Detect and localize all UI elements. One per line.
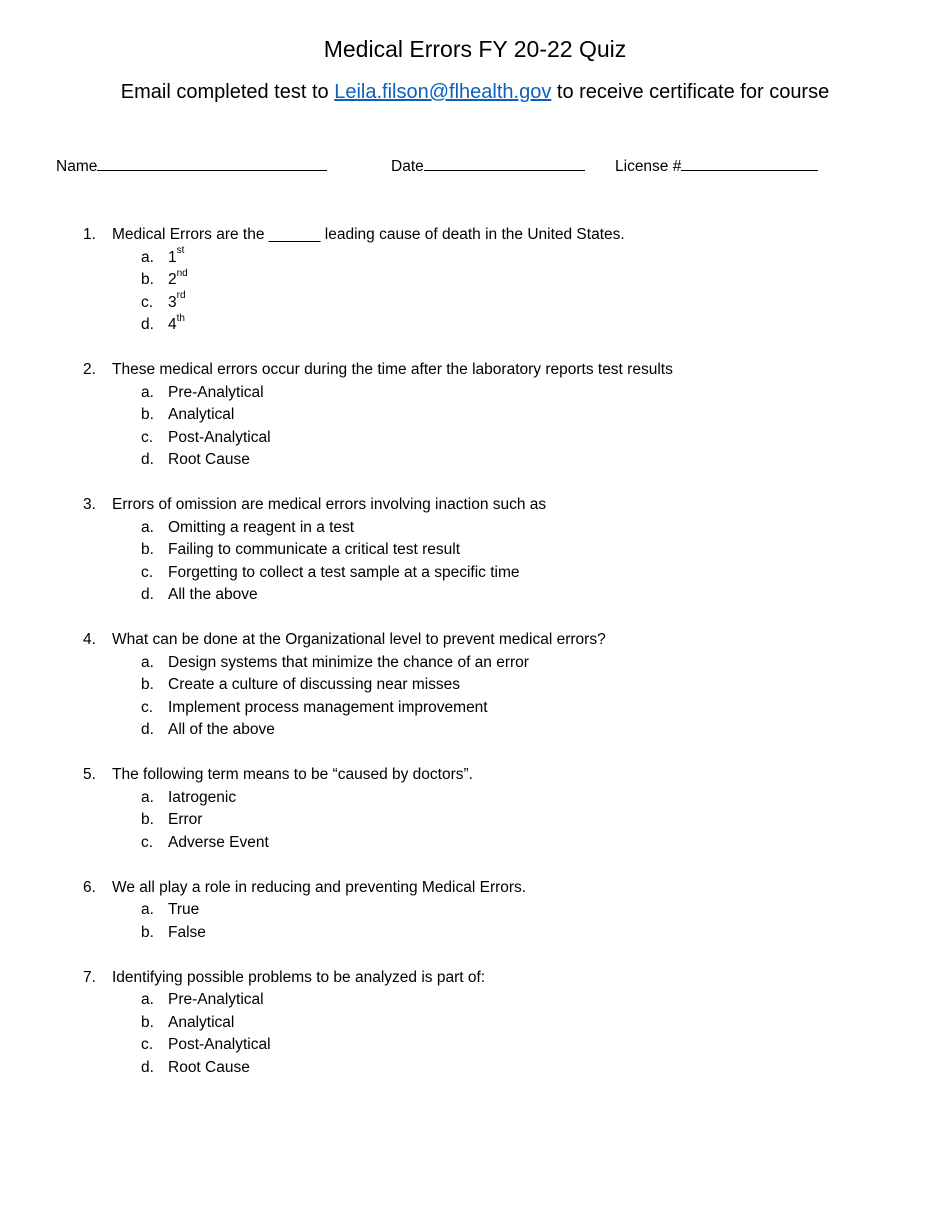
question-line bbox=[0, 224, 950, 247]
email-link[interactable]: Leila.filson@flhealth.gov bbox=[334, 81, 552, 103]
option-main: Failing to communicate a critical test result bbox=[168, 541, 461, 558]
answer-option[interactable] bbox=[0, 269, 950, 292]
question-2 bbox=[0, 359, 950, 472]
question-line bbox=[0, 877, 950, 900]
option-main: Omitting a reagent in a test bbox=[168, 518, 355, 536]
option-main: Create a culture of discussing near misses bbox=[168, 676, 461, 693]
question-number: 5. bbox=[83, 766, 96, 783]
option-text bbox=[168, 449, 250, 472]
question-text: Errors of omission are medical errors involving inaction such as bbox=[112, 496, 547, 513]
option-text bbox=[168, 697, 488, 720]
question-text: The following term means to be “caused by doctors”. bbox=[112, 766, 473, 783]
option-letter: b. bbox=[141, 676, 154, 693]
option-text bbox=[168, 427, 271, 450]
question-1 bbox=[0, 224, 950, 337]
option-letter: b. bbox=[141, 923, 154, 941]
option-text bbox=[168, 1034, 271, 1057]
page-title: Medical Errors FY 20-22 Quiz bbox=[323, 36, 627, 62]
option-letter: b. bbox=[141, 1013, 154, 1031]
option-text bbox=[168, 832, 269, 855]
option-letter: a. bbox=[141, 518, 154, 536]
name-label: Name bbox=[56, 158, 98, 175]
name-blank[interactable] bbox=[97, 154, 327, 171]
question-number: 7. bbox=[83, 968, 96, 986]
option-letter: c. bbox=[141, 1036, 154, 1053]
question-line bbox=[0, 494, 950, 517]
option-main: Iatrogenic bbox=[168, 788, 237, 806]
option-main: Forgetting to collect a test sample at a specific time bbox=[168, 563, 520, 581]
option-letter: c. bbox=[141, 563, 154, 581]
question-list bbox=[0, 224, 950, 1102]
option-text bbox=[168, 989, 264, 1012]
option-main: Adverse Event bbox=[168, 833, 269, 851]
option-letter: b. bbox=[141, 271, 154, 288]
option-main: All of the above bbox=[168, 721, 275, 738]
email-prefix: Email completed test to bbox=[120, 81, 335, 103]
answer-option[interactable] bbox=[0, 427, 950, 450]
option-text bbox=[168, 584, 258, 607]
date-label: Date bbox=[391, 158, 424, 175]
option-main: False bbox=[168, 923, 206, 941]
option-text bbox=[168, 1012, 234, 1035]
option-text bbox=[168, 562, 520, 585]
question-line bbox=[0, 359, 950, 382]
date-field[interactable] bbox=[391, 154, 585, 178]
option-text bbox=[168, 539, 460, 562]
answer-option[interactable] bbox=[0, 787, 950, 810]
answer-option[interactable] bbox=[0, 449, 950, 472]
option-letter: a. bbox=[141, 901, 154, 918]
question-7 bbox=[0, 967, 950, 1080]
question-3 bbox=[0, 494, 950, 607]
option-main: Pre-Analytical bbox=[168, 383, 264, 401]
option-main: Post-Analytical bbox=[168, 428, 271, 446]
option-main: Analytical bbox=[168, 1013, 235, 1031]
option-text bbox=[168, 922, 206, 945]
question-text: What can be done at the Organizational level to prevent medical errors? bbox=[112, 631, 606, 648]
option-main: 3 bbox=[168, 293, 177, 311]
option-letter: d. bbox=[141, 586, 154, 603]
answer-option[interactable] bbox=[0, 809, 950, 832]
option-ordinal-suffix: rd bbox=[176, 290, 186, 302]
option-letter: d. bbox=[141, 721, 154, 738]
question-number: 1. bbox=[83, 226, 96, 243]
option-letter: a. bbox=[141, 248, 154, 266]
option-main: 1 bbox=[168, 248, 177, 266]
answer-option[interactable] bbox=[0, 247, 950, 270]
option-text bbox=[168, 292, 186, 315]
question-number: 6. bbox=[83, 878, 96, 896]
option-letter: d. bbox=[141, 451, 154, 468]
license-field[interactable] bbox=[615, 154, 818, 178]
answer-option[interactable] bbox=[0, 989, 950, 1012]
answer-option[interactable] bbox=[0, 584, 950, 607]
email-suffix: to receive certificate for course bbox=[551, 81, 830, 103]
question-5 bbox=[0, 764, 950, 854]
option-main: 2 bbox=[168, 271, 177, 288]
answer-option[interactable] bbox=[0, 1057, 950, 1080]
question-text: We all play a role in reducing and preventing Medical Errors. bbox=[112, 878, 527, 896]
option-text bbox=[168, 809, 202, 832]
answer-option[interactable] bbox=[0, 922, 950, 945]
answer-option[interactable] bbox=[0, 314, 950, 337]
option-main: 4 bbox=[168, 316, 177, 333]
option-letter: a. bbox=[141, 991, 154, 1008]
answer-option[interactable] bbox=[0, 674, 950, 697]
option-ordinal-suffix: th bbox=[176, 312, 185, 324]
answer-option[interactable] bbox=[0, 697, 950, 720]
question-text: These medical errors occur during the time after the laboratory reports test results bbox=[112, 361, 673, 378]
answer-option[interactable] bbox=[0, 899, 950, 922]
option-letter: b. bbox=[141, 811, 154, 828]
answer-option[interactable] bbox=[0, 382, 950, 405]
option-letter: d. bbox=[141, 1058, 154, 1076]
name-field[interactable] bbox=[56, 154, 327, 178]
option-text bbox=[168, 787, 236, 810]
answer-option[interactable] bbox=[0, 562, 950, 585]
answer-option[interactable] bbox=[0, 404, 950, 427]
option-letter: c. bbox=[141, 293, 154, 311]
option-letter: a. bbox=[141, 383, 154, 401]
option-main: Pre-Analytical bbox=[168, 991, 264, 1008]
option-main: Error bbox=[168, 811, 203, 828]
option-ordinal-suffix: nd bbox=[176, 267, 188, 279]
option-main: Root Cause bbox=[168, 451, 250, 468]
option-letter: a. bbox=[141, 788, 154, 806]
answer-option[interactable] bbox=[0, 1012, 950, 1035]
license-label: License # bbox=[615, 158, 682, 175]
option-main: All the above bbox=[168, 586, 258, 603]
license-blank[interactable] bbox=[681, 154, 818, 171]
answer-option[interactable] bbox=[0, 539, 950, 562]
option-main: True bbox=[168, 901, 200, 918]
email-instructions bbox=[0, 77, 950, 107]
option-text bbox=[168, 652, 529, 675]
answer-option[interactable] bbox=[0, 517, 950, 540]
question-line bbox=[0, 764, 950, 787]
option-text bbox=[168, 1057, 250, 1080]
option-letter: c. bbox=[141, 428, 154, 446]
answer-option[interactable] bbox=[0, 652, 950, 675]
option-main: Design systems that minimize the chance of an error bbox=[168, 653, 529, 671]
question-text: Medical Errors are the ______ leading cause of death in the United States. bbox=[112, 226, 625, 243]
option-letter: d. bbox=[141, 316, 154, 333]
answer-option[interactable] bbox=[0, 832, 950, 855]
option-letter: a. bbox=[141, 653, 154, 671]
option-text bbox=[168, 719, 275, 742]
option-ordinal-suffix: st bbox=[176, 245, 185, 257]
question-line bbox=[0, 967, 950, 990]
option-text bbox=[168, 899, 199, 922]
option-letter: b. bbox=[141, 406, 154, 423]
question-text: Identifying possible problems to be analyzed is part of: bbox=[112, 968, 486, 986]
option-letter: c. bbox=[141, 833, 154, 851]
answer-option[interactable] bbox=[0, 292, 950, 315]
answer-option[interactable] bbox=[0, 719, 950, 742]
date-blank[interactable] bbox=[424, 154, 585, 171]
option-text bbox=[168, 247, 184, 270]
question-number: 4. bbox=[83, 631, 96, 648]
option-text bbox=[168, 517, 354, 540]
answer-option[interactable] bbox=[0, 1034, 950, 1057]
option-text bbox=[168, 404, 234, 427]
option-text bbox=[168, 674, 460, 697]
option-letter: b. bbox=[141, 541, 154, 558]
question-number: 2. bbox=[83, 361, 96, 378]
option-main: Implement process management improvement bbox=[168, 698, 488, 716]
question-6 bbox=[0, 877, 950, 945]
question-4 bbox=[0, 629, 950, 742]
option-letter: c. bbox=[141, 698, 154, 716]
question-number: 3. bbox=[83, 496, 96, 513]
option-main: Root Cause bbox=[168, 1058, 250, 1076]
option-text bbox=[168, 382, 264, 405]
option-main: Analytical bbox=[168, 406, 235, 423]
option-main: Post-Analytical bbox=[168, 1036, 271, 1053]
option-text bbox=[168, 269, 188, 292]
option-text bbox=[168, 314, 185, 337]
question-line bbox=[0, 629, 950, 652]
